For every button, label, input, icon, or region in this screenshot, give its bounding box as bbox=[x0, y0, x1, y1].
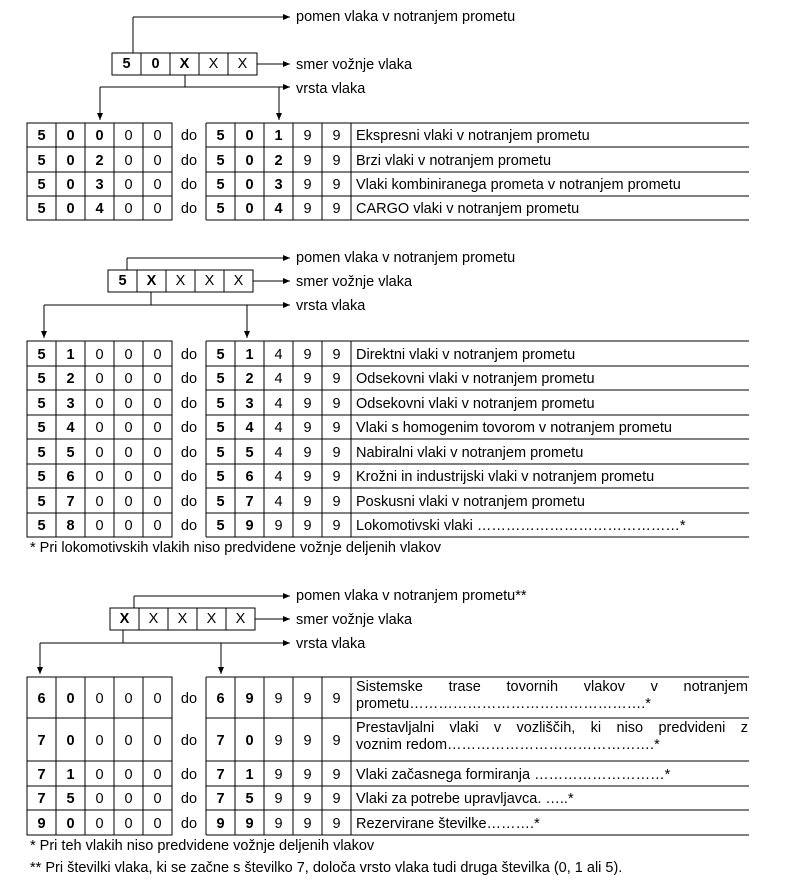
range-from-digit: 5 bbox=[37, 469, 46, 485]
range-to-digit: 9 bbox=[274, 815, 283, 832]
range-to-digit: 9 bbox=[332, 518, 341, 534]
range-to-digit: 9 bbox=[303, 371, 312, 387]
range-to-digit: 9 bbox=[303, 815, 312, 832]
range-to-digit: 4 bbox=[274, 420, 283, 436]
range-from-digit: 5 bbox=[37, 201, 46, 217]
range-to-digit: 2 bbox=[274, 152, 283, 169]
range-to-digit: 7 bbox=[216, 766, 225, 783]
range-to-digit: 9 bbox=[303, 469, 312, 485]
range-to-digit: 3 bbox=[245, 395, 254, 412]
code-digit: 5 bbox=[118, 273, 127, 289]
range-to-digit: 9 bbox=[332, 177, 341, 193]
range-to-digit: 9 bbox=[274, 518, 283, 534]
range-to-digit: 5 bbox=[216, 128, 225, 144]
row-description: CARGO vlaki v notranjem prometu bbox=[356, 201, 580, 217]
code-digit: X bbox=[175, 273, 186, 289]
range-from-digit: 0 bbox=[153, 469, 162, 485]
range-word-do: do bbox=[180, 177, 198, 193]
range-to-digit: 1 bbox=[274, 128, 283, 144]
row-description: Vlaki za potrebe upravljavca. …..* bbox=[356, 791, 574, 807]
range-to-digit: 1 bbox=[245, 346, 254, 363]
label-meaning: pomen vlaka v notranjem prometu** bbox=[296, 588, 527, 604]
label-direction: smer vožnje vlaka bbox=[296, 612, 413, 628]
range-from-digit: 2 bbox=[95, 152, 104, 169]
range-to-digit: 9 bbox=[303, 518, 312, 534]
range-from-digit: 0 bbox=[124, 395, 133, 412]
range-from-digit: 0 bbox=[153, 732, 162, 749]
range-to-digit: 9 bbox=[274, 791, 283, 807]
range-from-digit: 5 bbox=[66, 444, 75, 461]
range-from-digit: 0 bbox=[66, 177, 75, 193]
range-to-digit: 9 bbox=[332, 152, 341, 169]
range-to-digit: 9 bbox=[332, 346, 341, 363]
range-from-digit: 0 bbox=[124, 469, 133, 485]
range-to-digit: 5 bbox=[216, 346, 225, 363]
range-from-digit: 0 bbox=[66, 152, 75, 169]
range-from-digit: 0 bbox=[66, 690, 75, 707]
code-digit: 5 bbox=[122, 56, 131, 72]
range-from-digit: 7 bbox=[66, 493, 75, 510]
footnote: * Pri teh vlakih niso predvidene vožnje deljenih vlakov bbox=[30, 838, 375, 854]
range-from-digit: 0 bbox=[95, 791, 104, 807]
range-from-digit: 0 bbox=[95, 690, 104, 707]
range-from-digit: 7 bbox=[37, 791, 46, 807]
range-to-digit: 5 bbox=[216, 201, 225, 217]
range-from-digit: 5 bbox=[37, 493, 46, 510]
range-to-digit: 9 bbox=[332, 128, 341, 144]
range-from-digit: 0 bbox=[124, 371, 133, 387]
label-type: vrsta vlaka bbox=[296, 81, 366, 97]
range-to-digit: 5 bbox=[216, 395, 225, 412]
range-word-do: do bbox=[180, 444, 198, 461]
range-from-digit: 0 bbox=[153, 444, 162, 461]
range-from-digit: 5 bbox=[37, 152, 46, 169]
range-from-digit: 0 bbox=[124, 766, 133, 783]
row-description bbox=[356, 679, 748, 713]
range-from-digit: 0 bbox=[153, 493, 162, 510]
row-description bbox=[356, 720, 748, 754]
row-description: Krožni in industrijski vlaki v notranjem prometu bbox=[356, 469, 655, 485]
range-from-digit: 0 bbox=[66, 128, 75, 144]
range-word-do: do bbox=[180, 690, 198, 707]
range-from-digit: 0 bbox=[124, 420, 133, 436]
row-description: Vlaki s homogenim tovorom v notranjem prometu bbox=[356, 420, 672, 436]
range-to-digit: 5 bbox=[216, 420, 225, 436]
range-to-digit: 9 bbox=[332, 732, 341, 749]
range-to-digit: 5 bbox=[245, 791, 254, 807]
range-from-digit: 0 bbox=[153, 152, 162, 169]
range-to-digit: 5 bbox=[216, 493, 225, 510]
row-description: Poskusni vlaki v notranjem prometu bbox=[356, 493, 585, 510]
code-digit: X bbox=[146, 273, 157, 289]
footnote-2: ** Pri številki vlaka, ki se začne s številko 7, določa vrsto vlaka tudi druga številka (0, 1 ali 5). bbox=[30, 860, 623, 876]
range-word-do: do bbox=[180, 395, 198, 412]
range-to-digit: 9 bbox=[332, 444, 341, 461]
range-to-digit: 9 bbox=[332, 791, 341, 807]
range-to-digit: 5 bbox=[216, 444, 225, 461]
range-to-digit: 9 bbox=[332, 420, 341, 436]
range-from-digit: 7 bbox=[37, 766, 46, 783]
footnote: * Pri lokomotivskih vlakih niso predvidene vožnje deljenih vlakov bbox=[30, 540, 442, 556]
row-description-line: voznim redom…………………………………….* bbox=[356, 737, 660, 753]
range-to-digit: 9 bbox=[303, 346, 312, 363]
row-description-line: Sistemske trase tovornih vlakov v notranjem bbox=[356, 679, 748, 695]
range-to-digit: 7 bbox=[216, 732, 225, 749]
range-from-digit: 0 bbox=[95, 395, 104, 412]
row-description: Direktni vlaki v notranjem prometu bbox=[356, 346, 576, 363]
range-from-digit: 0 bbox=[95, 493, 104, 510]
range-to-digit: 9 bbox=[245, 518, 254, 534]
label-type: vrsta vlaka bbox=[296, 636, 366, 652]
range-from-digit: 0 bbox=[95, 732, 104, 749]
range-word-do: do bbox=[180, 420, 198, 436]
range-to-digit: 9 bbox=[303, 732, 312, 749]
range-word-do: do bbox=[180, 346, 198, 363]
range-from-digit: 0 bbox=[124, 444, 133, 461]
range-to-digit: 9 bbox=[332, 395, 341, 412]
range-word-do: do bbox=[180, 371, 198, 387]
range-to-digit: 0 bbox=[245, 177, 254, 193]
label-direction: smer vožnje vlaka bbox=[296, 57, 413, 73]
range-from-digit: 0 bbox=[124, 177, 133, 193]
range-to-digit: 9 bbox=[303, 420, 312, 436]
range-from-digit: 0 bbox=[124, 346, 133, 363]
range-to-digit: 7 bbox=[245, 493, 254, 510]
range-from-digit: 6 bbox=[37, 690, 46, 707]
range-to-digit: 9 bbox=[303, 766, 312, 783]
range-to-digit: 9 bbox=[274, 690, 283, 707]
range-from-digit: 0 bbox=[153, 420, 162, 436]
range-to-digit: 9 bbox=[303, 201, 312, 217]
range-from-digit: 3 bbox=[95, 177, 104, 193]
range-from-digit: 4 bbox=[66, 420, 75, 436]
range-to-digit: 9 bbox=[303, 128, 312, 144]
range-to-digit: 9 bbox=[245, 690, 254, 707]
range-to-digit: 5 bbox=[216, 371, 225, 387]
range-to-digit: 4 bbox=[274, 395, 283, 412]
range-to-digit: 9 bbox=[332, 469, 341, 485]
code-digit: X bbox=[177, 611, 188, 627]
range-from-digit: 0 bbox=[124, 690, 133, 707]
range-word-do: do bbox=[180, 128, 198, 144]
range-from-digit: 0 bbox=[153, 518, 162, 534]
range-to-digit: 9 bbox=[332, 766, 341, 783]
range-from-digit: 0 bbox=[95, 444, 104, 461]
range-from-digit: 0 bbox=[124, 201, 133, 217]
row-description: Vlaki kombiniranega prometa v notranjem prometu bbox=[356, 177, 681, 193]
range-from-digit: 7 bbox=[37, 732, 46, 749]
range-to-digit: 9 bbox=[303, 791, 312, 807]
row-description: Odsekovni vlaki v notranjem prometu bbox=[356, 395, 595, 412]
range-from-digit: 5 bbox=[37, 518, 46, 534]
range-from-digit: 0 bbox=[124, 493, 133, 510]
range-to-digit: 9 bbox=[216, 815, 225, 832]
range-from-digit: 0 bbox=[95, 766, 104, 783]
range-to-digit: 5 bbox=[216, 469, 225, 485]
range-to-digit: 5 bbox=[216, 177, 225, 193]
range-from-digit: 0 bbox=[153, 791, 162, 807]
range-to-digit: 2 bbox=[245, 371, 254, 387]
range-from-digit: 0 bbox=[153, 371, 162, 387]
code-digit: 0 bbox=[151, 56, 160, 72]
range-from-digit: 0 bbox=[66, 201, 75, 217]
range-to-digit: 9 bbox=[303, 690, 312, 707]
row-description: Brzi vlaki v notranjem prometu bbox=[356, 152, 552, 169]
range-from-digit: 5 bbox=[37, 371, 46, 387]
range-word-do: do bbox=[180, 493, 198, 510]
range-to-digit: 4 bbox=[274, 371, 283, 387]
row-description: Vlaki začasnega formiranja ………………………* bbox=[356, 766, 671, 783]
range-to-digit: 9 bbox=[332, 371, 341, 387]
range-from-digit: 0 bbox=[95, 346, 104, 363]
range-from-digit: 0 bbox=[124, 815, 133, 832]
range-from-digit: 0 bbox=[95, 469, 104, 485]
range-from-digit: 5 bbox=[37, 177, 46, 193]
range-to-digit: 9 bbox=[332, 201, 341, 217]
range-to-digit: 9 bbox=[332, 690, 341, 707]
range-to-digit: 7 bbox=[216, 791, 225, 807]
range-from-digit: 0 bbox=[153, 766, 162, 783]
range-from-digit: 0 bbox=[66, 815, 75, 832]
range-from-digit: 0 bbox=[124, 518, 133, 534]
range-to-digit: 9 bbox=[245, 815, 254, 832]
range-to-digit: 9 bbox=[332, 815, 341, 832]
range-to-digit: 9 bbox=[303, 395, 312, 412]
label-direction: smer vožnje vlaka bbox=[296, 274, 413, 290]
range-to-digit: 0 bbox=[245, 732, 254, 749]
range-to-digit: 9 bbox=[274, 766, 283, 783]
range-to-digit: 4 bbox=[245, 420, 254, 436]
range-from-digit: 0 bbox=[124, 128, 133, 144]
label-type: vrsta vlaka bbox=[296, 298, 366, 314]
code-digit: X bbox=[148, 611, 159, 627]
range-to-digit: 0 bbox=[245, 128, 254, 144]
range-to-digit: 9 bbox=[274, 732, 283, 749]
range-word-do: do bbox=[180, 152, 198, 169]
range-from-digit: 4 bbox=[95, 201, 104, 217]
range-to-digit: 9 bbox=[303, 152, 312, 169]
code-digit: X bbox=[233, 273, 244, 289]
range-from-digit: 1 bbox=[66, 346, 75, 363]
range-to-digit: 9 bbox=[303, 177, 312, 193]
range-to-digit: 4 bbox=[274, 469, 283, 485]
range-from-digit: 0 bbox=[153, 690, 162, 707]
code-digit: X bbox=[206, 611, 217, 627]
range-from-digit: 5 bbox=[37, 346, 46, 363]
range-to-digit: 6 bbox=[216, 690, 225, 707]
range-word-do: do bbox=[180, 791, 198, 807]
range-word-do: do bbox=[180, 732, 198, 749]
code-digit: X bbox=[204, 273, 215, 289]
range-to-digit: 9 bbox=[303, 444, 312, 461]
range-from-digit: 0 bbox=[153, 201, 162, 217]
range-from-digit: 0 bbox=[124, 152, 133, 169]
range-to-digit: 5 bbox=[245, 444, 254, 461]
range-to-digit: 4 bbox=[274, 493, 283, 510]
range-from-digit: 5 bbox=[37, 128, 46, 144]
range-from-digit: 1 bbox=[66, 766, 75, 783]
range-from-digit: 0 bbox=[153, 346, 162, 363]
code-digit: X bbox=[208, 56, 219, 72]
range-from-digit: 0 bbox=[95, 128, 104, 144]
row-description-line: prometu………………………………………….* bbox=[356, 696, 651, 712]
code-digit: X bbox=[179, 56, 190, 72]
range-to-digit: 6 bbox=[245, 469, 254, 485]
range-word-do: do bbox=[180, 201, 198, 217]
range-to-digit: 0 bbox=[245, 201, 254, 217]
row-description-line: Prestavljalni vlaki v vozliščih, ki niso predvideni z bbox=[356, 720, 748, 736]
label-meaning: pomen vlaka v notranjem prometu bbox=[296, 250, 516, 266]
range-from-digit: 0 bbox=[153, 395, 162, 412]
range-from-digit: 0 bbox=[95, 815, 104, 832]
range-to-digit: 4 bbox=[274, 444, 283, 461]
range-from-digit: 0 bbox=[153, 177, 162, 193]
range-to-digit: 1 bbox=[245, 766, 254, 783]
row-description: Nabiralni vlaki v notranjem prometu bbox=[356, 444, 584, 461]
range-to-digit: 4 bbox=[274, 201, 283, 217]
range-from-digit: 5 bbox=[37, 395, 46, 412]
range-to-digit: 9 bbox=[303, 493, 312, 510]
range-from-digit: 0 bbox=[95, 371, 104, 387]
code-digit: X bbox=[119, 611, 130, 627]
row-description: Odsekovni vlaki v notranjem prometu bbox=[356, 371, 595, 387]
row-description: Ekspresni vlaki v notranjem prometu bbox=[356, 128, 590, 144]
range-from-digit: 0 bbox=[66, 732, 75, 749]
range-from-digit: 6 bbox=[66, 469, 75, 485]
row-description: Lokomotivski vlaki ……………………………………* bbox=[356, 518, 686, 534]
label-meaning: pomen vlaka v notranjem prometu bbox=[296, 9, 516, 25]
range-from-digit: 3 bbox=[66, 395, 75, 412]
range-from-digit: 5 bbox=[37, 420, 46, 436]
range-word-do: do bbox=[180, 766, 198, 783]
row-description: Rezervirane številke……….* bbox=[356, 815, 540, 832]
code-digit: X bbox=[237, 56, 248, 72]
range-word-do: do bbox=[180, 815, 198, 832]
range-from-digit: 2 bbox=[66, 371, 75, 387]
range-from-digit: 5 bbox=[37, 444, 46, 461]
range-to-digit: 4 bbox=[274, 346, 283, 363]
range-to-digit: 5 bbox=[216, 518, 225, 534]
range-word-do: do bbox=[180, 518, 198, 534]
range-from-digit: 5 bbox=[66, 791, 75, 807]
range-from-digit: 0 bbox=[124, 732, 133, 749]
range-from-digit: 8 bbox=[66, 518, 75, 534]
range-from-digit: 0 bbox=[153, 815, 162, 832]
range-word-do: do bbox=[180, 469, 198, 485]
range-from-digit: 0 bbox=[153, 128, 162, 144]
range-from-digit: 0 bbox=[124, 791, 133, 807]
range-from-digit: 0 bbox=[95, 518, 104, 534]
range-from-digit: 0 bbox=[95, 420, 104, 436]
range-to-digit: 5 bbox=[216, 152, 225, 169]
code-digit: X bbox=[235, 611, 246, 627]
range-to-digit: 0 bbox=[245, 152, 254, 169]
range-to-digit: 9 bbox=[332, 493, 341, 510]
range-from-digit: 9 bbox=[37, 815, 46, 832]
range-to-digit: 3 bbox=[274, 177, 283, 193]
